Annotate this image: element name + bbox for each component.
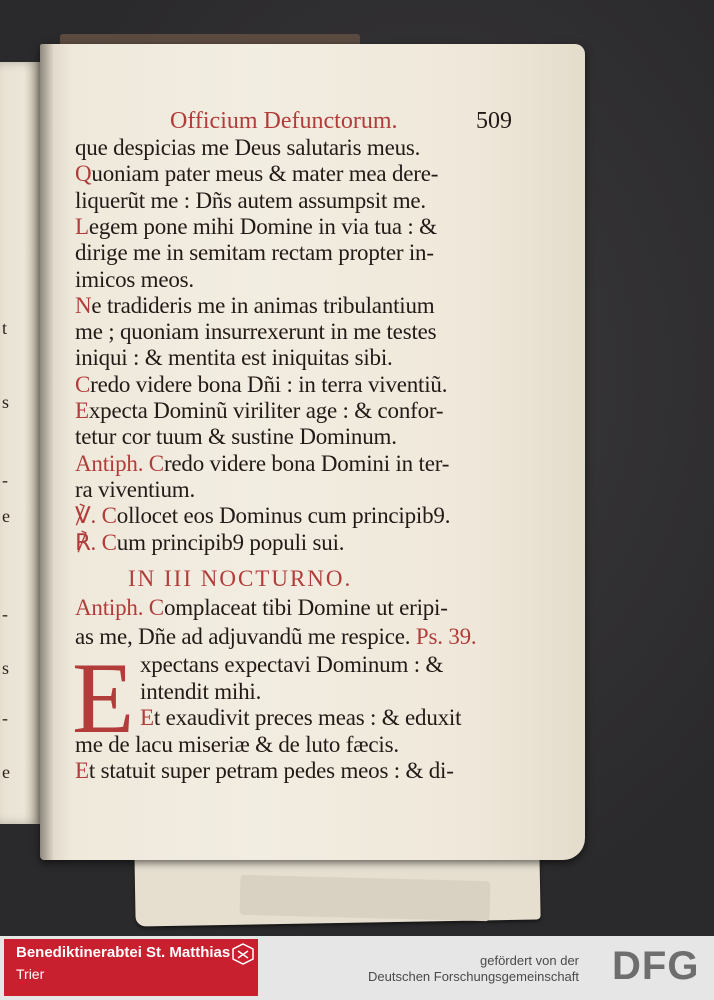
paper-scrap-inner (240, 875, 491, 922)
left-page-letter: e (2, 762, 10, 782)
abbey-emblem-icon (232, 943, 254, 965)
text-line (75, 319, 436, 345)
page-number: 509 (476, 108, 512, 134)
text-line (75, 135, 420, 161)
line-text: me ; quoniam insurrexerunt in me testes (75, 319, 437, 345)
text-line (75, 398, 443, 424)
institution-city: Trier (16, 966, 45, 982)
text-line (140, 679, 261, 705)
left-page-letter: s (2, 658, 10, 678)
line-text: uoniam pater meus & mater mea dere- (91, 161, 439, 187)
text-line (75, 595, 448, 621)
rubric-initial: L (75, 213, 89, 239)
line-text: as me, Dñe ad adjuvandũ me respice. (75, 624, 411, 649)
page-gutter-shadow (40, 44, 54, 860)
text-line (75, 732, 399, 758)
text-line (75, 477, 195, 503)
text-line (75, 214, 437, 240)
initial-capital: E (72, 642, 135, 755)
rubric-initial: N (75, 292, 92, 318)
section-title: IN III NOCTURNO. (128, 566, 353, 591)
line-text: e tradideris me in animas tribulantium (91, 292, 435, 318)
line-text: que despicias me Deus salutaris meus. (75, 135, 421, 160)
dfg-logo[interactable]: DFG (612, 944, 700, 988)
rubric-initial: C (75, 371, 91, 397)
text-line (75, 503, 450, 529)
line-text: xpecta Dominũ viriliter age : & confor- (88, 398, 444, 423)
funding-note-line2: Deutschen Forschungsgemeinschaft (368, 969, 580, 984)
text-line (75, 372, 447, 398)
left-page-letter: e (2, 506, 10, 526)
line-text: omplaceat tibi Domine ut eripi- (163, 595, 448, 620)
left-page-letter: - (2, 470, 8, 490)
text-line (75, 345, 393, 371)
funding-note-line1: gefördert von der (480, 953, 580, 968)
text-line (75, 161, 438, 187)
left-page-letter: - (2, 604, 8, 624)
line-text: tetur cor tuum & sustine Dominum. (75, 424, 397, 450)
rubric-initial: ℟. C (75, 529, 117, 555)
rubric-initial: ℣. C (75, 503, 117, 529)
rubric-initial: E (75, 398, 89, 423)
line-text: ollocet eos Dominus cum principib9. (116, 503, 451, 529)
running-header: Officium Defunctorum. (170, 108, 398, 134)
line-text: redo videre bona Dñi : in terra viventiũ. (90, 371, 448, 397)
rubric-initial: E (140, 705, 154, 730)
text-line (75, 293, 434, 319)
line-text: iniqui : & mentita est iniquitas sibi. (75, 345, 393, 371)
psalm-reference: Ps. 39. (410, 624, 477, 649)
line-text: xpectans expectavi Dominum : & (140, 652, 444, 677)
line-text: ra viventium. (75, 476, 196, 502)
line-text: um principib9 populi sui. (116, 529, 345, 555)
left-page-letter: s (2, 392, 10, 412)
text-line (75, 624, 476, 650)
rubric-initial: Antiph. C (75, 450, 164, 476)
line-text: me de lacu miseriæ & de luto fæcis. (75, 731, 399, 757)
institution-name: Benediktinerabtei St. Matthias (16, 944, 231, 961)
rubric-initial: Antiph. C (75, 595, 164, 620)
line-text: intendit mihi. (140, 678, 262, 704)
text-line (75, 758, 454, 784)
rubric-initial: E (75, 758, 89, 783)
line-text: liquerũt me : Dñs autem assumpsit me. (75, 187, 426, 213)
text-line (140, 652, 443, 678)
text-line (75, 530, 344, 556)
line-text: t statuit super petram pedes meos : & di- (88, 758, 454, 783)
line-text: imicos meos. (75, 266, 194, 292)
left-page-letter: t (2, 318, 8, 338)
rubric-initial: Q (75, 161, 92, 187)
text-line (75, 451, 449, 477)
left-page-letter: - (2, 708, 8, 728)
line-text: t exaudivit preces meas : & eduxit (153, 705, 462, 730)
line-text: egem pone mihi Domine in via tua : & (88, 213, 437, 239)
text-line (75, 188, 426, 214)
text-line (75, 267, 194, 293)
text-line (75, 240, 434, 266)
text-line (75, 424, 397, 450)
text-line (140, 705, 461, 731)
line-text: dirige me in semitam rectam propter in- (75, 240, 434, 266)
line-text: redo videre bona Domini in ter- (163, 450, 450, 476)
